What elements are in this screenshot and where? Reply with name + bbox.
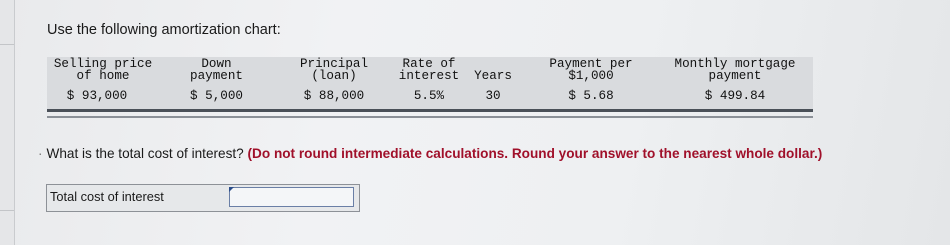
amortization-chart bbox=[47, 57, 813, 112]
col-years bbox=[469, 59, 517, 103]
col-header-line2: payment bbox=[708, 68, 762, 83]
col-selling-price bbox=[47, 57, 159, 103]
col-value: $ 93,000 bbox=[66, 89, 128, 103]
col-value: $ 5,000 bbox=[190, 89, 243, 103]
col-header-line2: payment bbox=[190, 68, 243, 83]
col-header-line2: of home bbox=[76, 68, 130, 83]
col-header-line1: Rate of bbox=[402, 57, 456, 71]
rail-divider bbox=[0, 44, 14, 45]
answer-label: Total cost of interest bbox=[50, 189, 164, 204]
col-header-line2: $1,000 bbox=[568, 68, 614, 83]
col-rate-of-interest bbox=[394, 57, 464, 103]
bullet-icon: · bbox=[38, 146, 43, 161]
col-principal bbox=[294, 57, 374, 103]
answer-row bbox=[46, 184, 360, 212]
question bbox=[38, 146, 822, 161]
col-header-line1: Payment per bbox=[549, 57, 633, 71]
col-payment-per-1000 bbox=[545, 57, 637, 103]
col-value: $ 499.84 bbox=[704, 89, 766, 103]
col-value: 5.5% bbox=[413, 89, 445, 103]
col-value: 30 bbox=[485, 89, 501, 103]
col-value: $ 5.68 bbox=[568, 89, 614, 103]
instruction-text: Use the following amortization chart: bbox=[47, 22, 281, 38]
col-header-line2: Years bbox=[474, 68, 512, 83]
col-monthly-mortgage-payment bbox=[669, 57, 801, 103]
col-value: $ 88,000 bbox=[303, 89, 365, 103]
chart-bottom-rule bbox=[47, 116, 813, 118]
col-header-line1: Down bbox=[201, 57, 232, 71]
col-header-line2: interest bbox=[398, 68, 460, 83]
col-header-line2: (loan) bbox=[311, 68, 357, 83]
col-header-line1: Selling price bbox=[53, 57, 153, 71]
col-down-payment bbox=[179, 57, 254, 103]
total-cost-of-interest-input[interactable] bbox=[229, 187, 354, 207]
input-flag-icon bbox=[229, 187, 234, 192]
rail-divider bbox=[0, 210, 14, 211]
col-header-line1: Monthly mortgage bbox=[674, 57, 796, 71]
question-text: What is the total cost of interest? bbox=[46, 146, 244, 161]
left-rail bbox=[0, 0, 15, 245]
rounding-note: (Do not round intermediate calculations. Round your answer to the nearest whole dollar.) bbox=[247, 146, 823, 161]
col-header-line1: Principal bbox=[299, 57, 369, 71]
